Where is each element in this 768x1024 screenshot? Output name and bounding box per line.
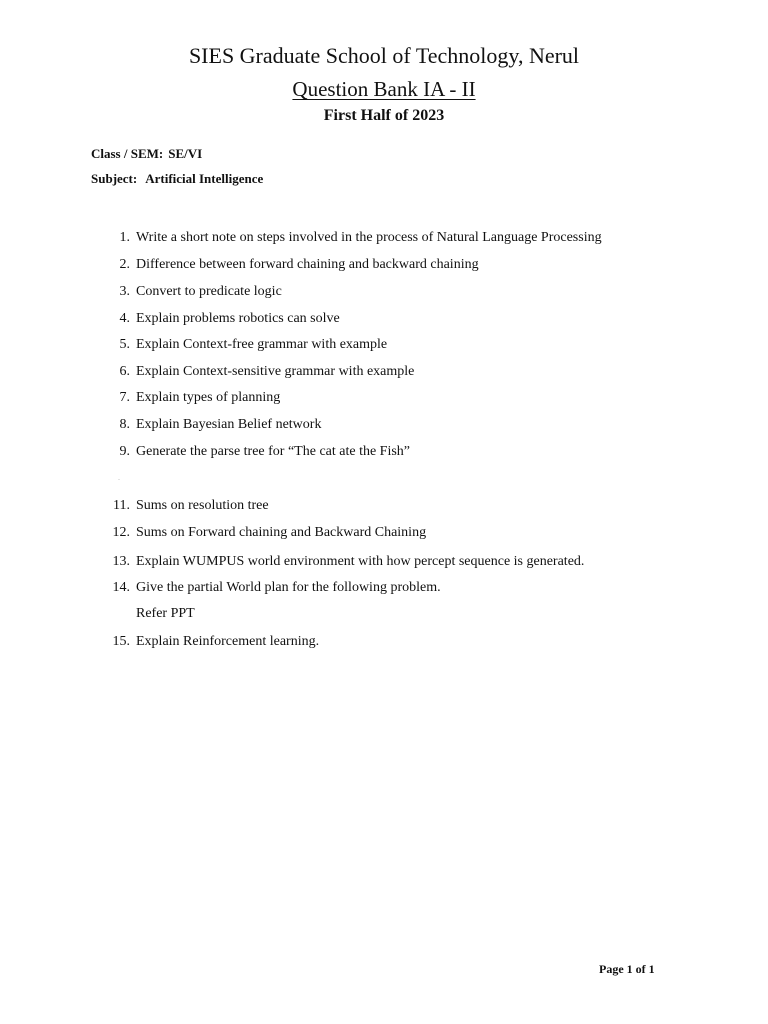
term-heading: First Half of 2023	[323, 107, 445, 124]
question-text: Difference between forward chaining and backward chaining	[136, 257, 479, 272]
document-title: Question Bank IA - II	[292, 77, 476, 101]
subject-value: Artificial Intelligence	[145, 171, 264, 186]
question-number: 15.	[112, 634, 130, 649]
question-continuation: Refer PPT	[136, 606, 195, 621]
question-number: 14.	[112, 580, 130, 595]
question-number: 7.	[119, 390, 130, 405]
class-sem-line	[91, 146, 202, 162]
class-sem-value: SE/VI	[168, 146, 203, 161]
question-number: 11.	[113, 498, 130, 513]
question-number: 9.	[119, 444, 130, 459]
question-text: Explain types of planning	[136, 390, 281, 405]
question-text: Write a short note on steps involved in the process of Natural Language Processing	[136, 230, 602, 245]
stray-mark: .	[118, 473, 120, 482]
question-text: Sums on Forward chaining and Backward Chaining	[136, 525, 427, 540]
subject-label: Subject:	[91, 171, 138, 186]
question-number: 12.	[112, 525, 130, 540]
question-text: Explain Context-free grammar with example	[136, 337, 388, 352]
question-text: Explain Reinforcement learning.	[136, 634, 320, 649]
subject-line	[91, 171, 263, 187]
question-text: Sums on resolution tree	[136, 498, 269, 513]
question-text: Explain Bayesian Belief network	[136, 417, 322, 432]
question-number: 6.	[119, 364, 130, 379]
question-text: Generate the parse tree for “The cat ate the Fish”	[136, 444, 411, 459]
question-number: 2.	[119, 257, 130, 272]
question-text: Convert to predicate logic	[136, 284, 282, 299]
question-number: 1.	[119, 230, 130, 245]
question-text: Explain problems robotics can solve	[136, 311, 340, 326]
institution-name: SIES Graduate School of Technology, Nerul	[188, 43, 580, 68]
question-text: Explain Context-sensitive grammar with example	[136, 364, 415, 379]
page-number: Page 1 of 1	[599, 962, 655, 976]
question-number: 3.	[119, 284, 130, 299]
question-number: 8.	[119, 417, 130, 432]
question-text: Give the partial World plan for the following problem.	[136, 580, 441, 595]
question-number: 5.	[119, 337, 130, 352]
question-number: 4.	[119, 311, 130, 326]
question-number: 13.	[112, 554, 130, 569]
question-text: Explain WUMPUS world environment with how percept sequence is generated.	[136, 554, 585, 569]
class-sem-label: Class / SEM:	[91, 146, 164, 161]
